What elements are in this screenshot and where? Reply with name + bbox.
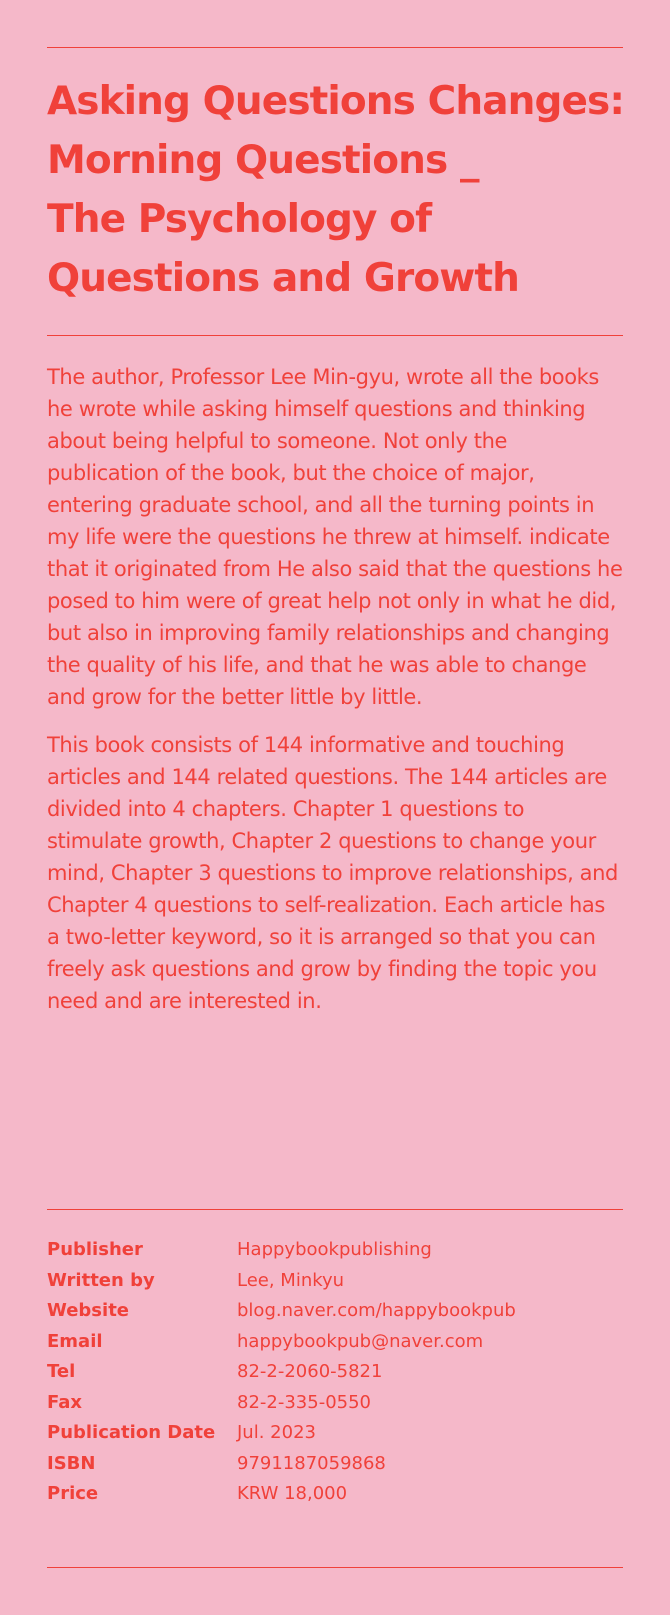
info-value: KRW 18,000 — [237, 1483, 348, 1504]
info-row-publication-date — [47, 1418, 623, 1449]
info-value: Jul. 2023 — [237, 1422, 316, 1443]
info-label: Email — [47, 1330, 103, 1352]
info-value: Happybookpublishing — [237, 1239, 432, 1260]
description-paragraph: The author, Professor Lee Min-gyu, wrote all the books he wrote while asking himself questions and thinking about being helpful to someone. Not only the publication of the book, but the choice of major, entering graduate school, and all the turning points in my life were the questions he threw at himself. indicate that it originated from He also said that the questions he posed to him were of great help not only in what he did, but also in improving family relationships and changing the quality of his life, and that he was able to change and grow for the better little by little. — [47, 365, 623, 709]
info-row-fax — [47, 1388, 623, 1419]
info-label: Written by — [47, 1269, 155, 1291]
title-line: Questions and Growth — [47, 256, 519, 301]
info-row-isbn — [47, 1449, 623, 1480]
title-line: The Psychology of — [47, 197, 432, 242]
info-row-website — [47, 1296, 623, 1327]
info-label: Website — [47, 1300, 130, 1321]
info-label: ISBN — [47, 1452, 96, 1474]
info-row-publisher — [47, 1235, 623, 1266]
info-value: 82-2-335-0550 — [237, 1391, 372, 1413]
info-top-divider — [47, 1209, 623, 1210]
info-label: Publication Date — [47, 1422, 216, 1443]
info-label: Fax — [47, 1391, 82, 1413]
info-row-author — [47, 1266, 623, 1297]
book-title — [47, 72, 627, 308]
info-label: Publisher — [47, 1239, 143, 1260]
info-value: 82-2-2060-5821 — [237, 1361, 383, 1382]
book-description — [47, 361, 623, 1033]
top-divider — [47, 47, 623, 48]
info-label: Tel — [47, 1361, 76, 1382]
bottom-divider — [47, 1567, 623, 1568]
info-row-tel — [47, 1357, 623, 1388]
publication-info-table — [47, 1235, 623, 1510]
info-row-price — [47, 1479, 623, 1510]
website-link[interactable]: blog.naver.com/happybookpub — [237, 1300, 516, 1321]
info-value: 9791187059868 — [237, 1452, 386, 1474]
info-row-email — [47, 1327, 623, 1358]
info-label: Price — [47, 1483, 99, 1504]
email-link[interactable]: happybookpub@naver.com — [237, 1330, 484, 1352]
title-line: Asking Questions Changes: — [47, 79, 625, 124]
description-paragraph: This book consists of 144 informative and touching articles and 144 related questions. The 144 articles are divided into 4 chapters. Chapter 1 questions to stimulate growth, Chapter 2 questions to change your mind, Chapter 3 questions to improve relationships, and Chapter 4 questions to self-realization. Each article has a two-letter keyword, so it is arranged so that you can freely ask questions and grow by finding the topic you need and are interested in. — [47, 733, 618, 1013]
info-value: Lee, Minkyu — [237, 1269, 345, 1291]
book-info-page — [47, 0, 623, 1615]
title-divider — [47, 335, 623, 336]
title-line: Morning Questions _ — [47, 138, 479, 183]
